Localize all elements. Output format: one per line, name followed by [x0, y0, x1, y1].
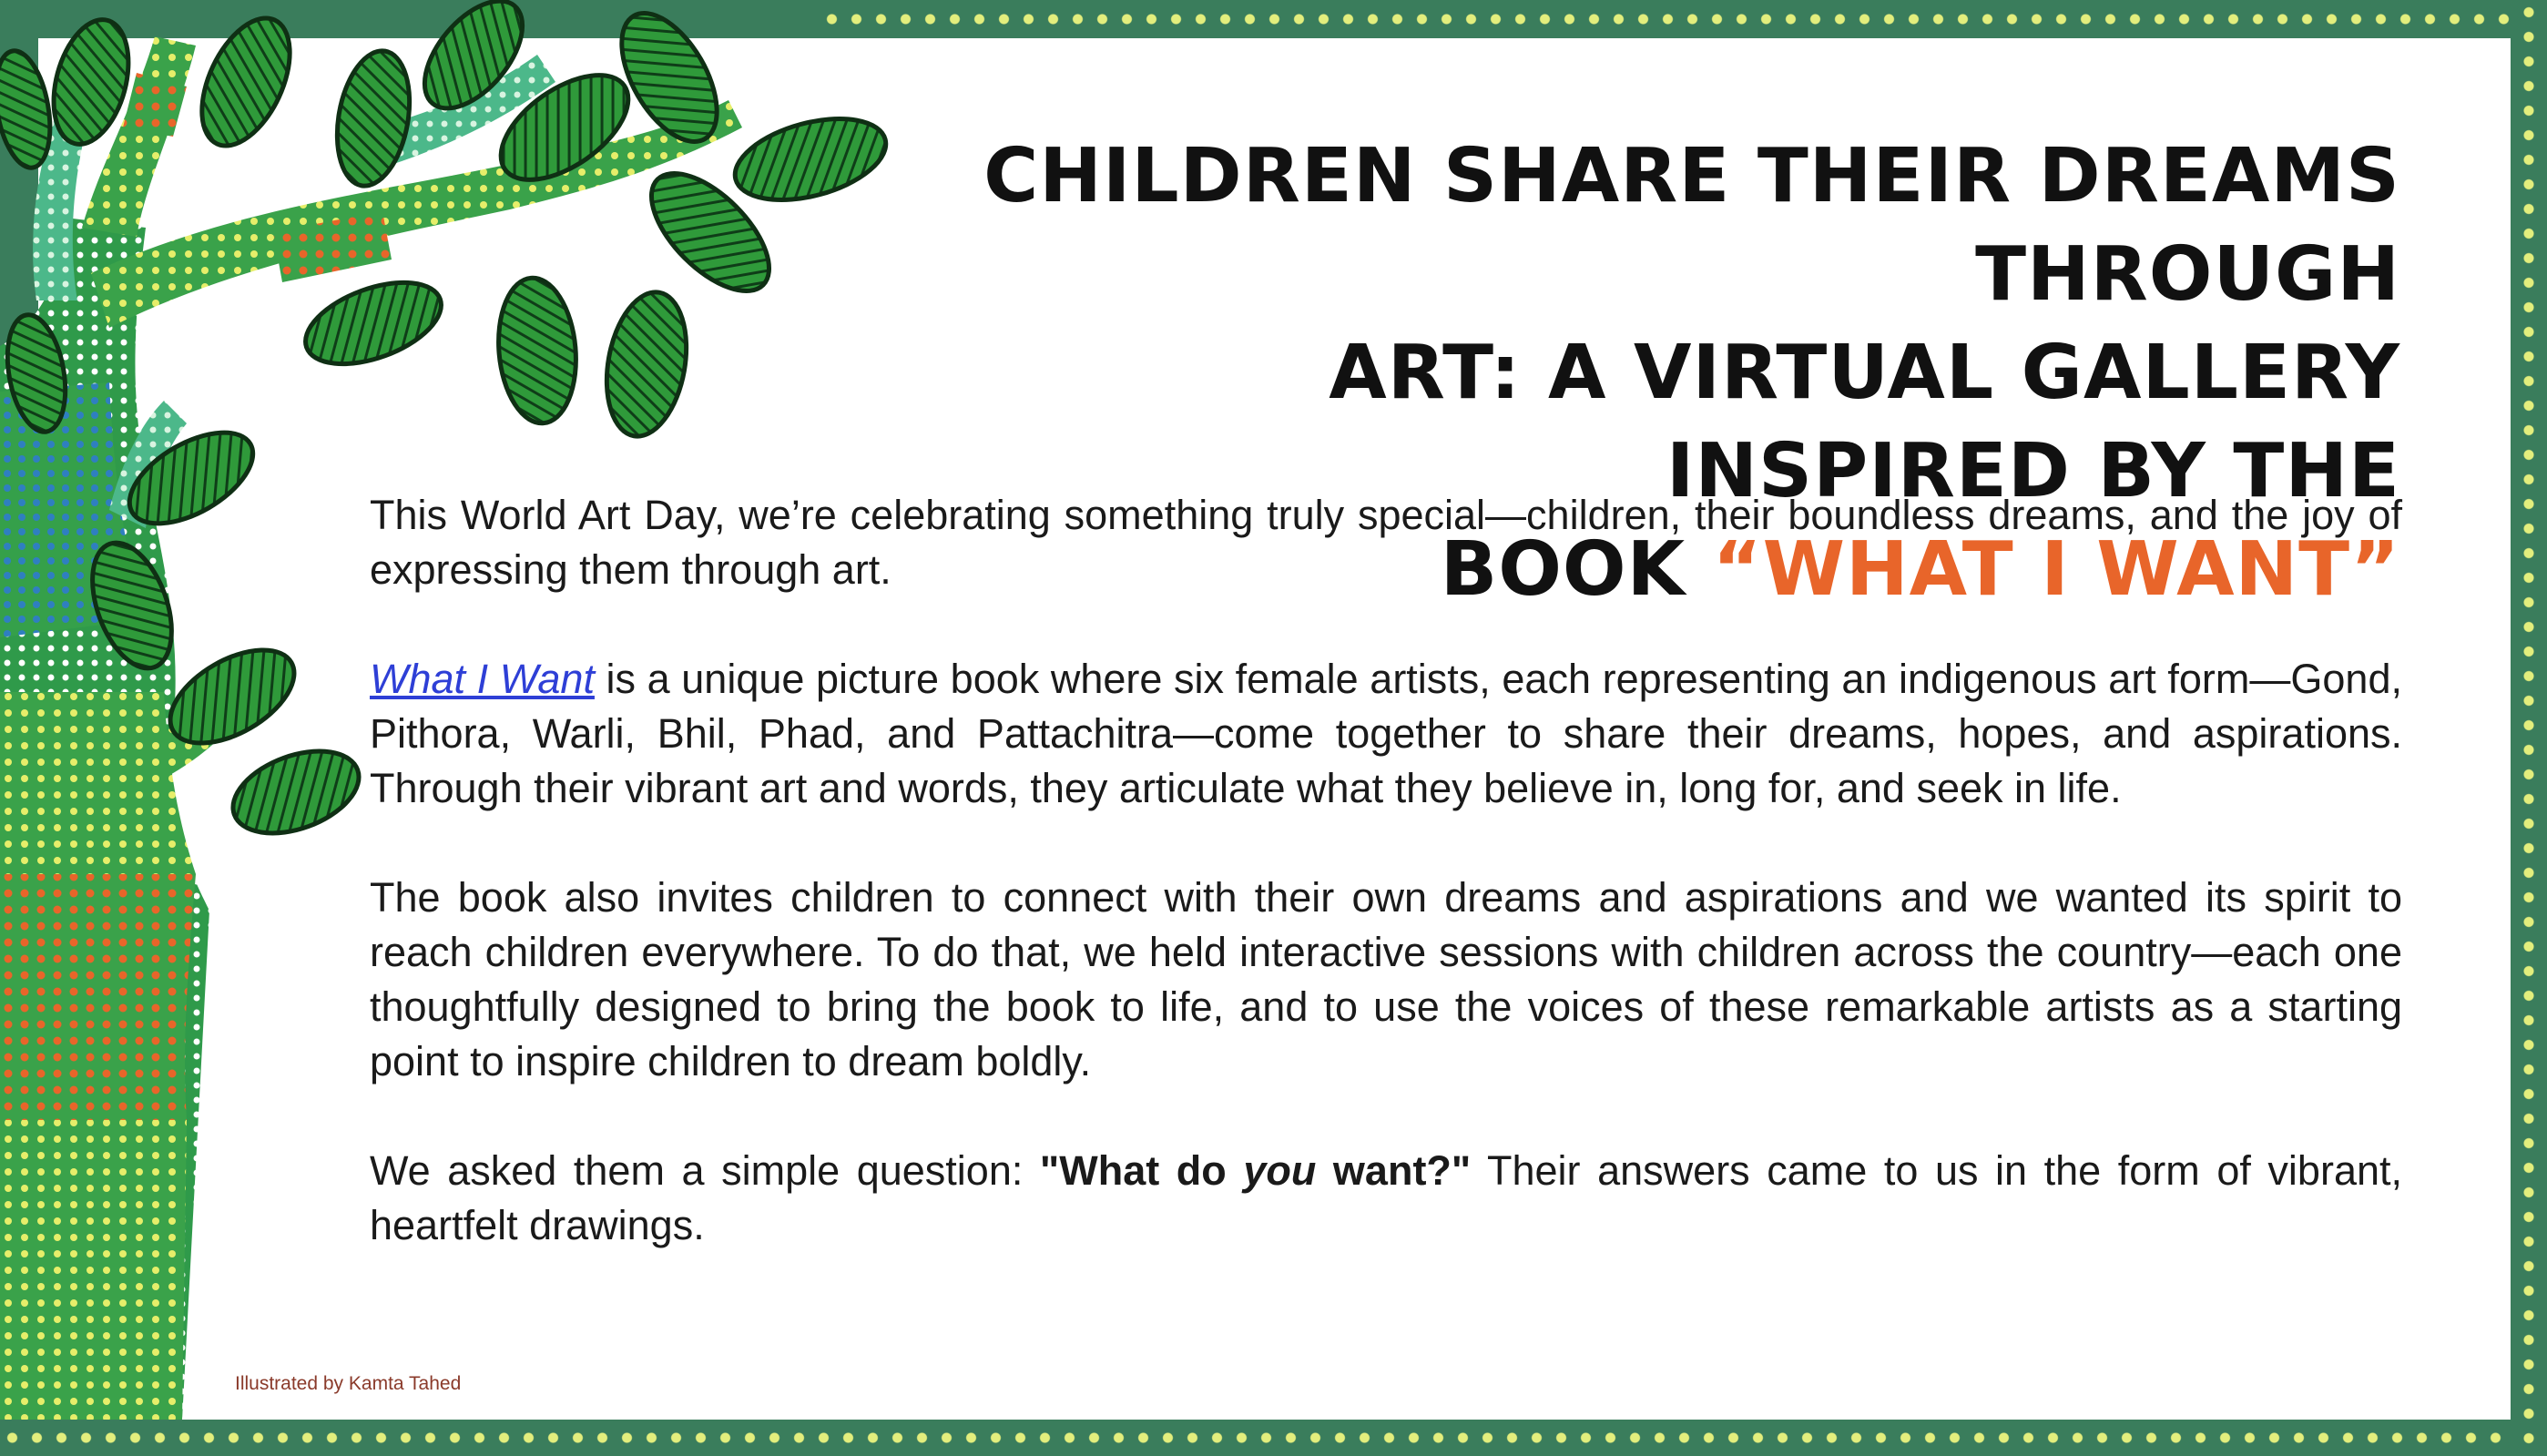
frame-top-dotted-border [820, 0, 2547, 38]
paragraph-2-text: is a unique picture book where six female artists, each representing an indigenous art form—Gond, Pithora, Warli, Bhil, Phad, and Pattachitra—come together to share their dreams, hopes, and aspirations. Through their vibrant art and words, they articulate what they believe in, long for, and seek in life. [370, 656, 2402, 811]
paragraph-4-end: Their answers came to us in the form of vibrant, heartfelt drawings. [370, 1147, 2402, 1248]
title-book-name: “WHAT I WANT” [1712, 526, 2400, 613]
paragraph-4-start: We asked them a simple question: [370, 1147, 1040, 1194]
leaf-icon [222, 736, 371, 849]
title-line-1: CHILDREN SHARE THEIR DREAMS THROUGH [983, 133, 2400, 318]
leaf-icon [295, 267, 453, 381]
title-line-3-prefix: BOOK [1440, 526, 1713, 613]
paragraph-1: This World Art Day, we’re celebrating something truly special—children, their boundless dreams, and the joy of expressing them through art. [370, 492, 2402, 593]
tree-trunk-band-orange [0, 874, 196, 1120]
leaf-icon [493, 275, 582, 427]
book-link[interactable]: What I Want [370, 656, 595, 702]
leaf-icon [328, 46, 420, 192]
question-bold-1: "What do [1039, 1147, 1244, 1194]
article-body [370, 488, 2402, 1308]
question-bold-2: want?" [1316, 1147, 1472, 1194]
paragraph-2 [370, 652, 2402, 816]
leaf-icon [727, 104, 895, 214]
leaf-icon [596, 286, 698, 443]
paragraph-4 [370, 1144, 2402, 1253]
frame-bottom-dotted-border [0, 1420, 2547, 1456]
question-bold-italic: you [1243, 1147, 1317, 1194]
leaf-icon [184, 5, 308, 159]
illustration-credit: Illustrated by Kamta Tahed [235, 1373, 462, 1394]
tree-trunk-band-yellow [0, 1120, 187, 1420]
frame-right-dotted-border [2511, 0, 2547, 1456]
paragraph-3: The book also invites children to connect with their own dreams and aspirations and we wanted its spirit to reach children everywhere. To do that, we held interactive sessions with children across the country—each one thoughtfully designed to bring the book to life, and to use the voices of these remarkable artists as a starting point to inspire children to dream boldly. [370, 874, 2402, 1084]
title-line-2: ART: A VIRTUAL GALLERY INSPIRED BY THE [1329, 330, 2400, 514]
